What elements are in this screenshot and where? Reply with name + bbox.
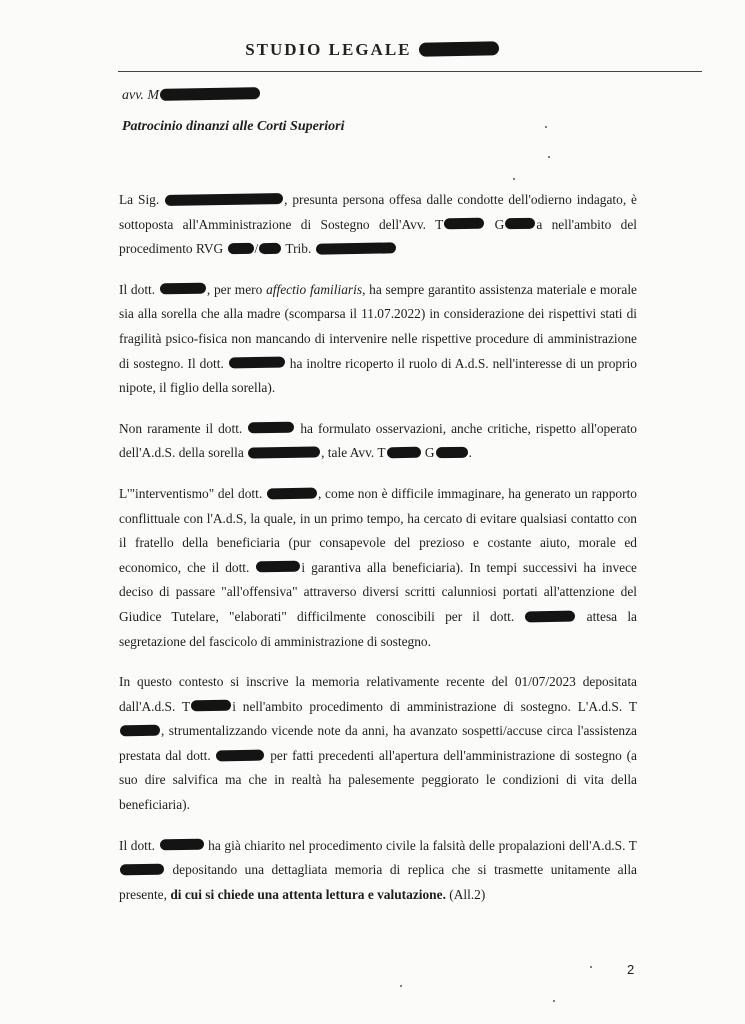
redaction-mark <box>267 487 317 499</box>
redaction-mark <box>248 446 320 459</box>
redaction-mark <box>505 218 535 230</box>
redaction-mark <box>120 864 164 876</box>
lawyer-name: avv. M <box>122 88 261 104</box>
paragraph-6: Il dott. ha già chiarito nel procedimento civile la falsità delle propalazioni dell'A.d.S. T depositando una dettagliata memoria di replica che si trasmette unitamente alla presente, di cui si chiede una attenta lettura e valutazione. (All.2) <box>119 837 637 902</box>
scan-speck <box>400 985 402 987</box>
paragraph-1: La Sig. , presunta persona offesa dalle condotte dell'odierno indagato, è sottoposta all'Amministrazione di Sostegno dell'Avv. T G a nell'ambito del procedimento RVG / Trib. <box>119 192 637 257</box>
scan-speck <box>553 1000 555 1002</box>
paragraph-5: In questo contesto si inscrive la memoria relativamente recente del 01/07/2023 depositata dall'A.d.S. T i nell'ambito procedimento di amministrazione di sostegno. L'A.d.S. T, strumentalizzando vicende note da anni, ha avanzato sospetti/accuse circa l'assistenza prestata dal dott. per fatti precedenti all'apertura dell'amministrazione di sostegno (a suo dire salvifica ma che in realtà ha palesemente peggiorato le condizioni di vita della beneficiaria). <box>119 674 638 813</box>
letter-body <box>119 188 637 923</box>
redaction-mark <box>165 193 283 206</box>
redaction-mark <box>216 749 264 761</box>
redaction-mark <box>386 447 420 459</box>
subtitle: Patrocinio dinanzi alle Corti Superiori <box>122 119 345 134</box>
redaction-mark <box>120 725 160 737</box>
redaction-mark <box>191 700 231 712</box>
redaction-mark <box>227 243 253 255</box>
redaction-mark <box>419 41 499 57</box>
redaction-mark <box>316 242 396 255</box>
header-divider <box>118 71 702 72</box>
redaction-mark <box>256 561 300 573</box>
redaction-mark <box>160 87 260 101</box>
redaction-mark <box>259 243 281 255</box>
scan-speck <box>548 156 550 158</box>
scan-speck <box>590 966 592 968</box>
redaction-mark <box>525 610 575 622</box>
redaction-mark <box>248 422 294 434</box>
letterhead <box>0 40 745 60</box>
redaction-mark <box>160 283 206 295</box>
redaction-mark <box>159 839 203 851</box>
scan-speck <box>513 178 515 180</box>
redaction-mark <box>229 357 285 369</box>
redaction-mark <box>444 218 484 230</box>
scan-speck <box>545 126 547 128</box>
letterhead-title: STUDIO LEGALE <box>245 40 412 59</box>
paragraph-3: Non raramente il dott. ha formulato osservazioni, anche critiche, rispetto all'operato dell'A.d.S. della sorella , tale Avv. T G . <box>119 420 637 461</box>
paragraph-4: L'"interventismo" del dott. , come non è difficile immaginare, ha generato un rapporto conflittuale con l'A.d.S, la quale, in un primo tempo, ha cercato di evitare qualsiasi contatto con il fratello della beneficiaria (pur consapevole del prezioso e costante aiuto, morale ed economico, che il dott. i garantiva alla beneficiaria). In tempi successivi ha invece deciso di passare "all'offensiva" attraverso diversi scritti calunniosi portati all'attenzione del Giudice Tutelare, "elaborati" difficilmente conoscibili per il dott. attesa la segretazione del fascicolo di amministrazione di sostegno. <box>119 485 637 649</box>
redaction-mark <box>436 447 468 459</box>
page-number: 2 <box>627 962 635 977</box>
paragraph-2: Il dott. , per mero affectio familiaris, ha sempre garantito assistenza materiale e morale sia alla sorella che alla madre (scomparsa il 11.07.2022) in considerazione dei rispettivi stati di fragilità psico-fisica non mancando di intervenire nelle rispettive procedure di amministrazione di sostegno. Il dott. ha inoltre ricoperto il ruolo di A.d.S. nell'interesse di un proprio nipote, il figlio della sorella). <box>119 281 638 396</box>
